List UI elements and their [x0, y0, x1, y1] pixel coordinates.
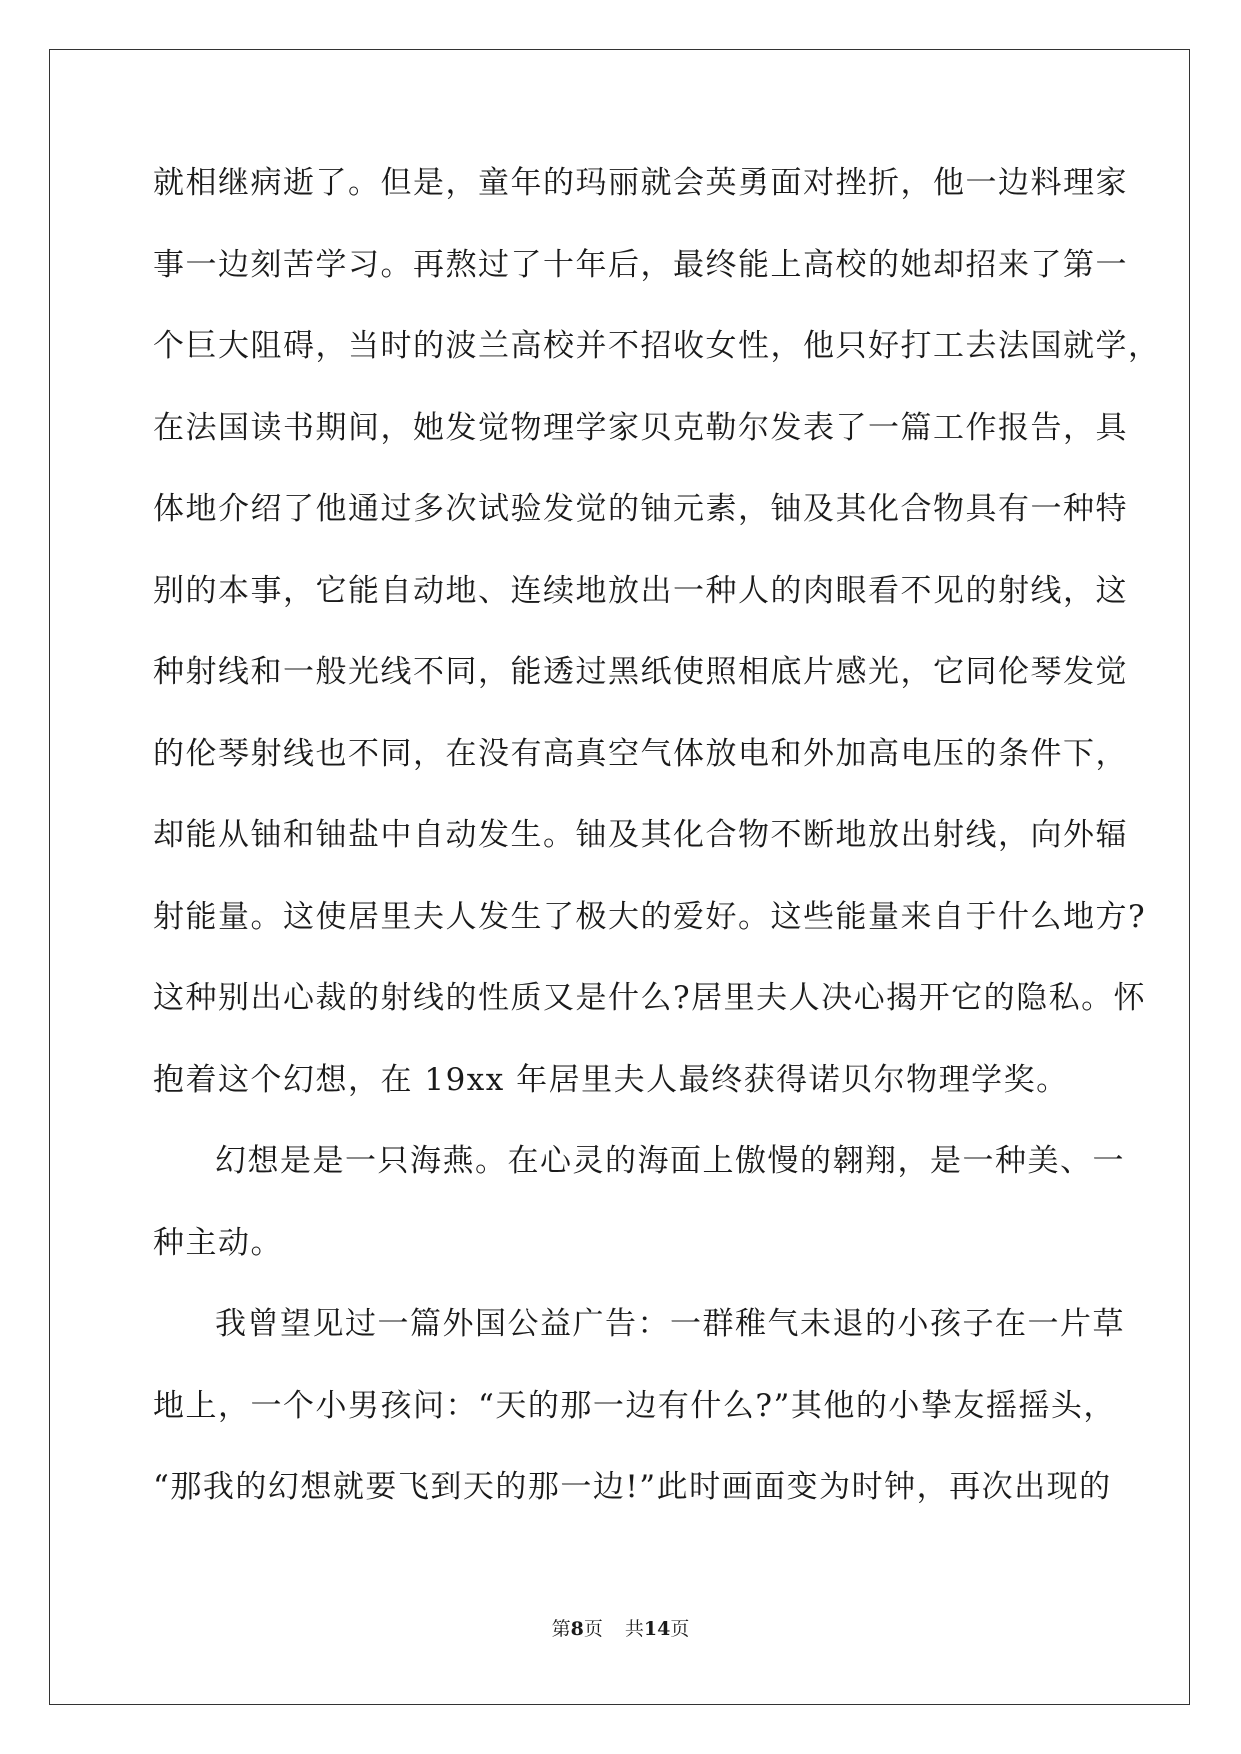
body-line: 这种别出心裁的射线的性质又是什么?居里夫人决心揭开它的隐私。怀: [153, 980, 1147, 1016]
body-line: 个巨大阻碍，当时的波兰高校并不招收女性，他只好打工去法国就学，: [153, 328, 1161, 364]
body-line: 体地介绍了他通过多次试验发觉的铀元素，铀及其化合物具有一种特: [153, 491, 1128, 527]
page-footer: [0, 1614, 1241, 1641]
body-line: 种射线和一般光线不同，能透过黑纸使照相底片感光，它同伦琴发觉: [153, 654, 1128, 690]
page-suffix: 页: [583, 1618, 603, 1640]
body-line: 的伦琴射线也不同，在没有高真空气体放电和外加高电压的条件下，: [153, 735, 1128, 772]
body-line: 却能从铀和铀盐中自动发生。铀及其化合物不断地放出射线，向外辐: [153, 817, 1128, 853]
body-line: 别的本事，它能自动地、连续地放出一种人的肉眼看不见的射线，这: [153, 572, 1128, 609]
body-line: 我曾望见过一篇外国公益广告：一群稚气未退的小孩子在一片草: [215, 1306, 1125, 1342]
page-number: 8: [570, 1618, 584, 1640]
body-line: 射能量。这使居里夫人发生了极大的爱好。这些能量来自于什么地方?: [153, 898, 1147, 935]
body-line: 种主动。: [153, 1224, 283, 1261]
body-line: “那我的幻想就要飞到天的那一边!”此时画面变为时钟，再次出现的: [153, 1469, 1112, 1505]
total-pages: 14: [643, 1618, 671, 1640]
body-line: 就相继病逝了。但是，童年的玛丽就会英勇面对挫折，他一边料理家: [153, 165, 1128, 201]
body-line: 地上，一个小男孩问：“天的那一边有什么?”其他的小挚友摇摇头，: [153, 1387, 1116, 1424]
document-body: [153, 163, 1161, 1549]
body-line: 抱着这个幻想，在 19xx 年居里夫人最终获得诺贝尔物理学奖。: [153, 1061, 1069, 1098]
total-prefix: 共: [624, 1618, 644, 1640]
total-suffix: 页: [670, 1618, 690, 1640]
body-line: 在法国读书期间，她发觉物理学家贝克勒尔发表了一篇工作报告，具: [153, 409, 1128, 446]
page-prefix: 第: [551, 1618, 571, 1640]
body-line: 事一边刻苦学习。再熬过了十年后，最终能上高校的她却招来了第一: [153, 246, 1128, 283]
body-line: 幻想是是一只海燕。在心灵的海面上傲慢的翱翔，是一种美、一: [215, 1143, 1125, 1179]
